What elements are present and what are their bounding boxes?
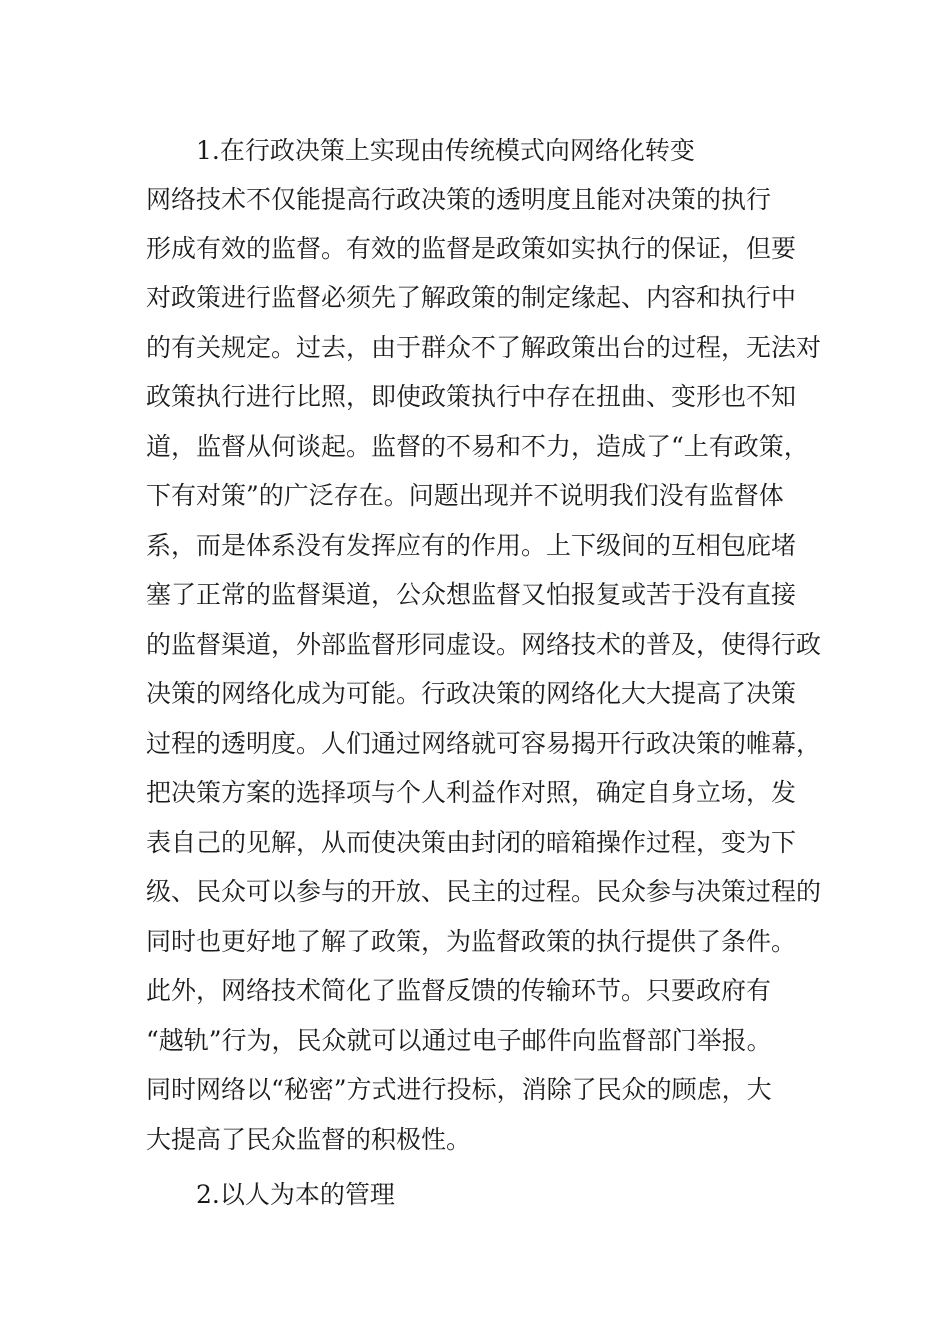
paragraph-line: 表自己的见解，从而使决策由封闭的暗箱操作过程，变为下 [146,828,797,857]
paragraph-line: 决策的网络化成为可能。行政决策的网络化大大提高了决策 [146,679,797,708]
paragraph-line: 把决策方案的选择项与个人利益作对照，确定自身立场，发 [146,778,797,807]
paragraph-line: 网络技术不仅能提高行政决策的透明度且能对决策的执行 [146,185,772,214]
paragraph-line: “越轨”行为，民众就可以通过电子邮件向监督部门举报。 [146,1026,772,1055]
paragraph-line: 对政策进行监督必须先了解政策的制定缘起、内容和执行中 [146,283,797,312]
section-heading-2: 2.以人为本的管理 [196,1180,395,1209]
paragraph-line: 过程的透明度。人们通过网络就可容易揭开行政决策的帷幕， [146,729,822,758]
paragraph-line: 下有对策”的广泛存在。问题出现并不说明我们没有监督体 [146,481,784,510]
paragraph-line: 此外，网络技术简化了监督反馈的传输环节。只要政府有 [146,976,772,1005]
paragraph-line: 同时网络以“秘密”方式进行投标，消除了民众的顾虑，大 [146,1075,772,1104]
section-heading-1: 1.在行政决策上实现由传统模式向网络化转变 [196,136,695,165]
paragraph-line: 政策执行进行比照，即使政策执行中存在扭曲、变形也不知 [146,382,797,411]
paragraph-line: 级、民众可以参与的开放、民主的过程。民众参与决策过程的 [146,877,822,906]
paragraph-line: 大提高了民众监督的积极性。 [146,1125,472,1154]
paragraph-line: 形成有效的监督。有效的监督是政策如实执行的保证，但要 [146,234,797,263]
paragraph-line: 道，监督从何谈起。监督的不易和不力，造成了“上有政策， [146,432,809,461]
paragraph-line: 塞了正常的监督渠道，公众想监督又怕报复或苦于没有直接 [146,580,797,609]
paragraph-line: 的监督渠道，外部监督形同虚设。网络技术的普及，使得行政 [146,630,822,659]
paragraph-line: 同时也更好地了解了政策，为监督政策的执行提供了条件。 [146,927,797,956]
paragraph-line: 系，而是体系没有发挥应有的作用。上下级间的互相包庇堵 [146,531,797,560]
paragraph-line: 的有关规定。过去，由于群众不了解政策出台的过程，无法对 [146,333,822,362]
